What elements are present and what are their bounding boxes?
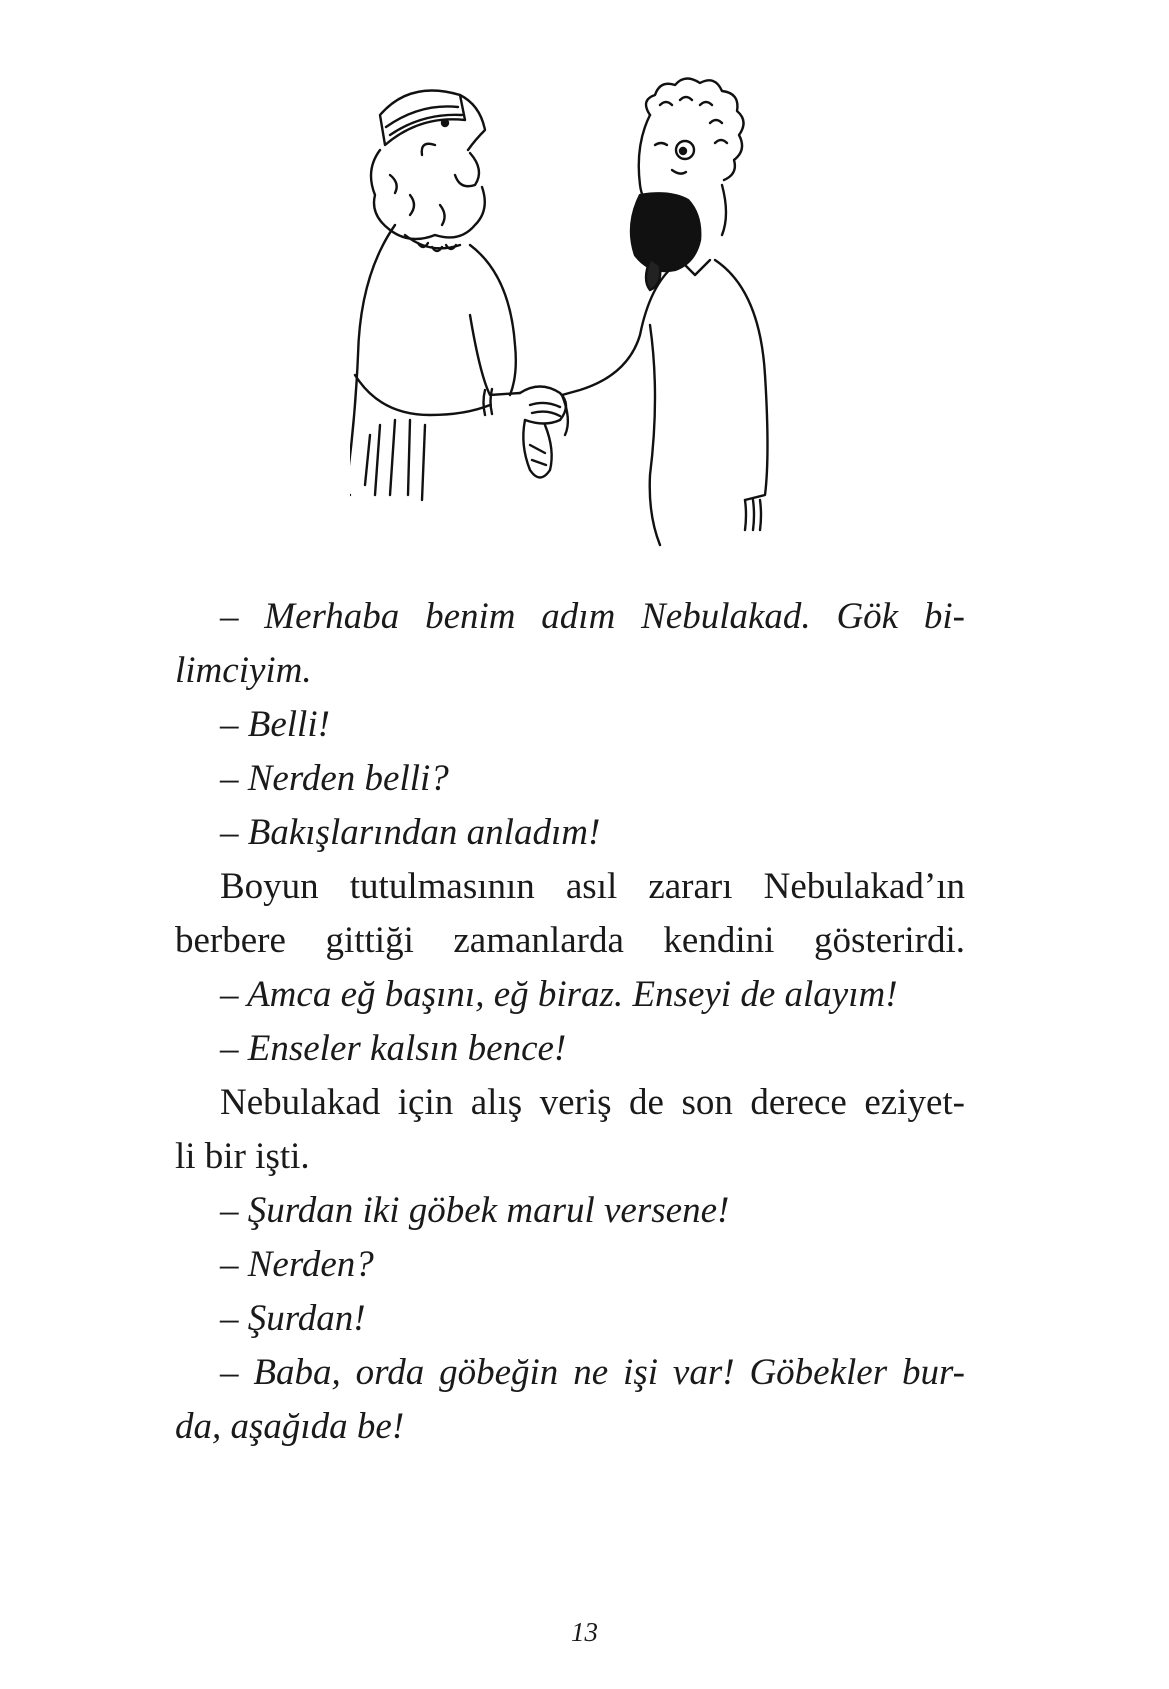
dialogue-line: limciyim. — [175, 650, 312, 691]
dialogue-line: da, aşağıda be! — [175, 1406, 405, 1447]
paragraph-line: Boyun tutulmasının asıl zararı Nebulakad’ın — [220, 866, 965, 907]
dialogue-line: – Şurdan! — [220, 1298, 366, 1339]
body-text — [175, 590, 965, 1454]
dialogue-line: – Enseler kalsın bence! — [220, 1028, 567, 1069]
page-number: 13 — [571, 1617, 598, 1647]
dialogue-line: – Nerden belli? — [220, 758, 449, 799]
dialogue-line: – Merhaba benim adım Nebulakad. Gök bi- — [220, 596, 965, 637]
dialogue-line: – Belli! — [220, 704, 330, 745]
paragraph-line: berbere gittiği zamanlarda kendini gösterirdi. — [175, 920, 965, 961]
dialogue-line: – Nerden? — [220, 1244, 374, 1285]
paragraph-line: li bir işti. — [175, 1136, 310, 1177]
dialogue-line: – Şurdan iki göbek marul versene! — [220, 1190, 730, 1231]
dialogue-line: – Baba, orda göbeğin ne işi var! Göbekler bur- — [220, 1352, 965, 1393]
two-men-shaking-hands-icon — [350, 75, 830, 585]
dialogue-line: – Bakışlarından anladım! — [220, 812, 601, 853]
paragraph-line: Nebulakad için alış veriş de son derece eziyet- — [220, 1082, 965, 1123]
dialogue-line: – Amca eğ başını, eğ biraz. Enseyi de alayım! — [220, 974, 898, 1015]
